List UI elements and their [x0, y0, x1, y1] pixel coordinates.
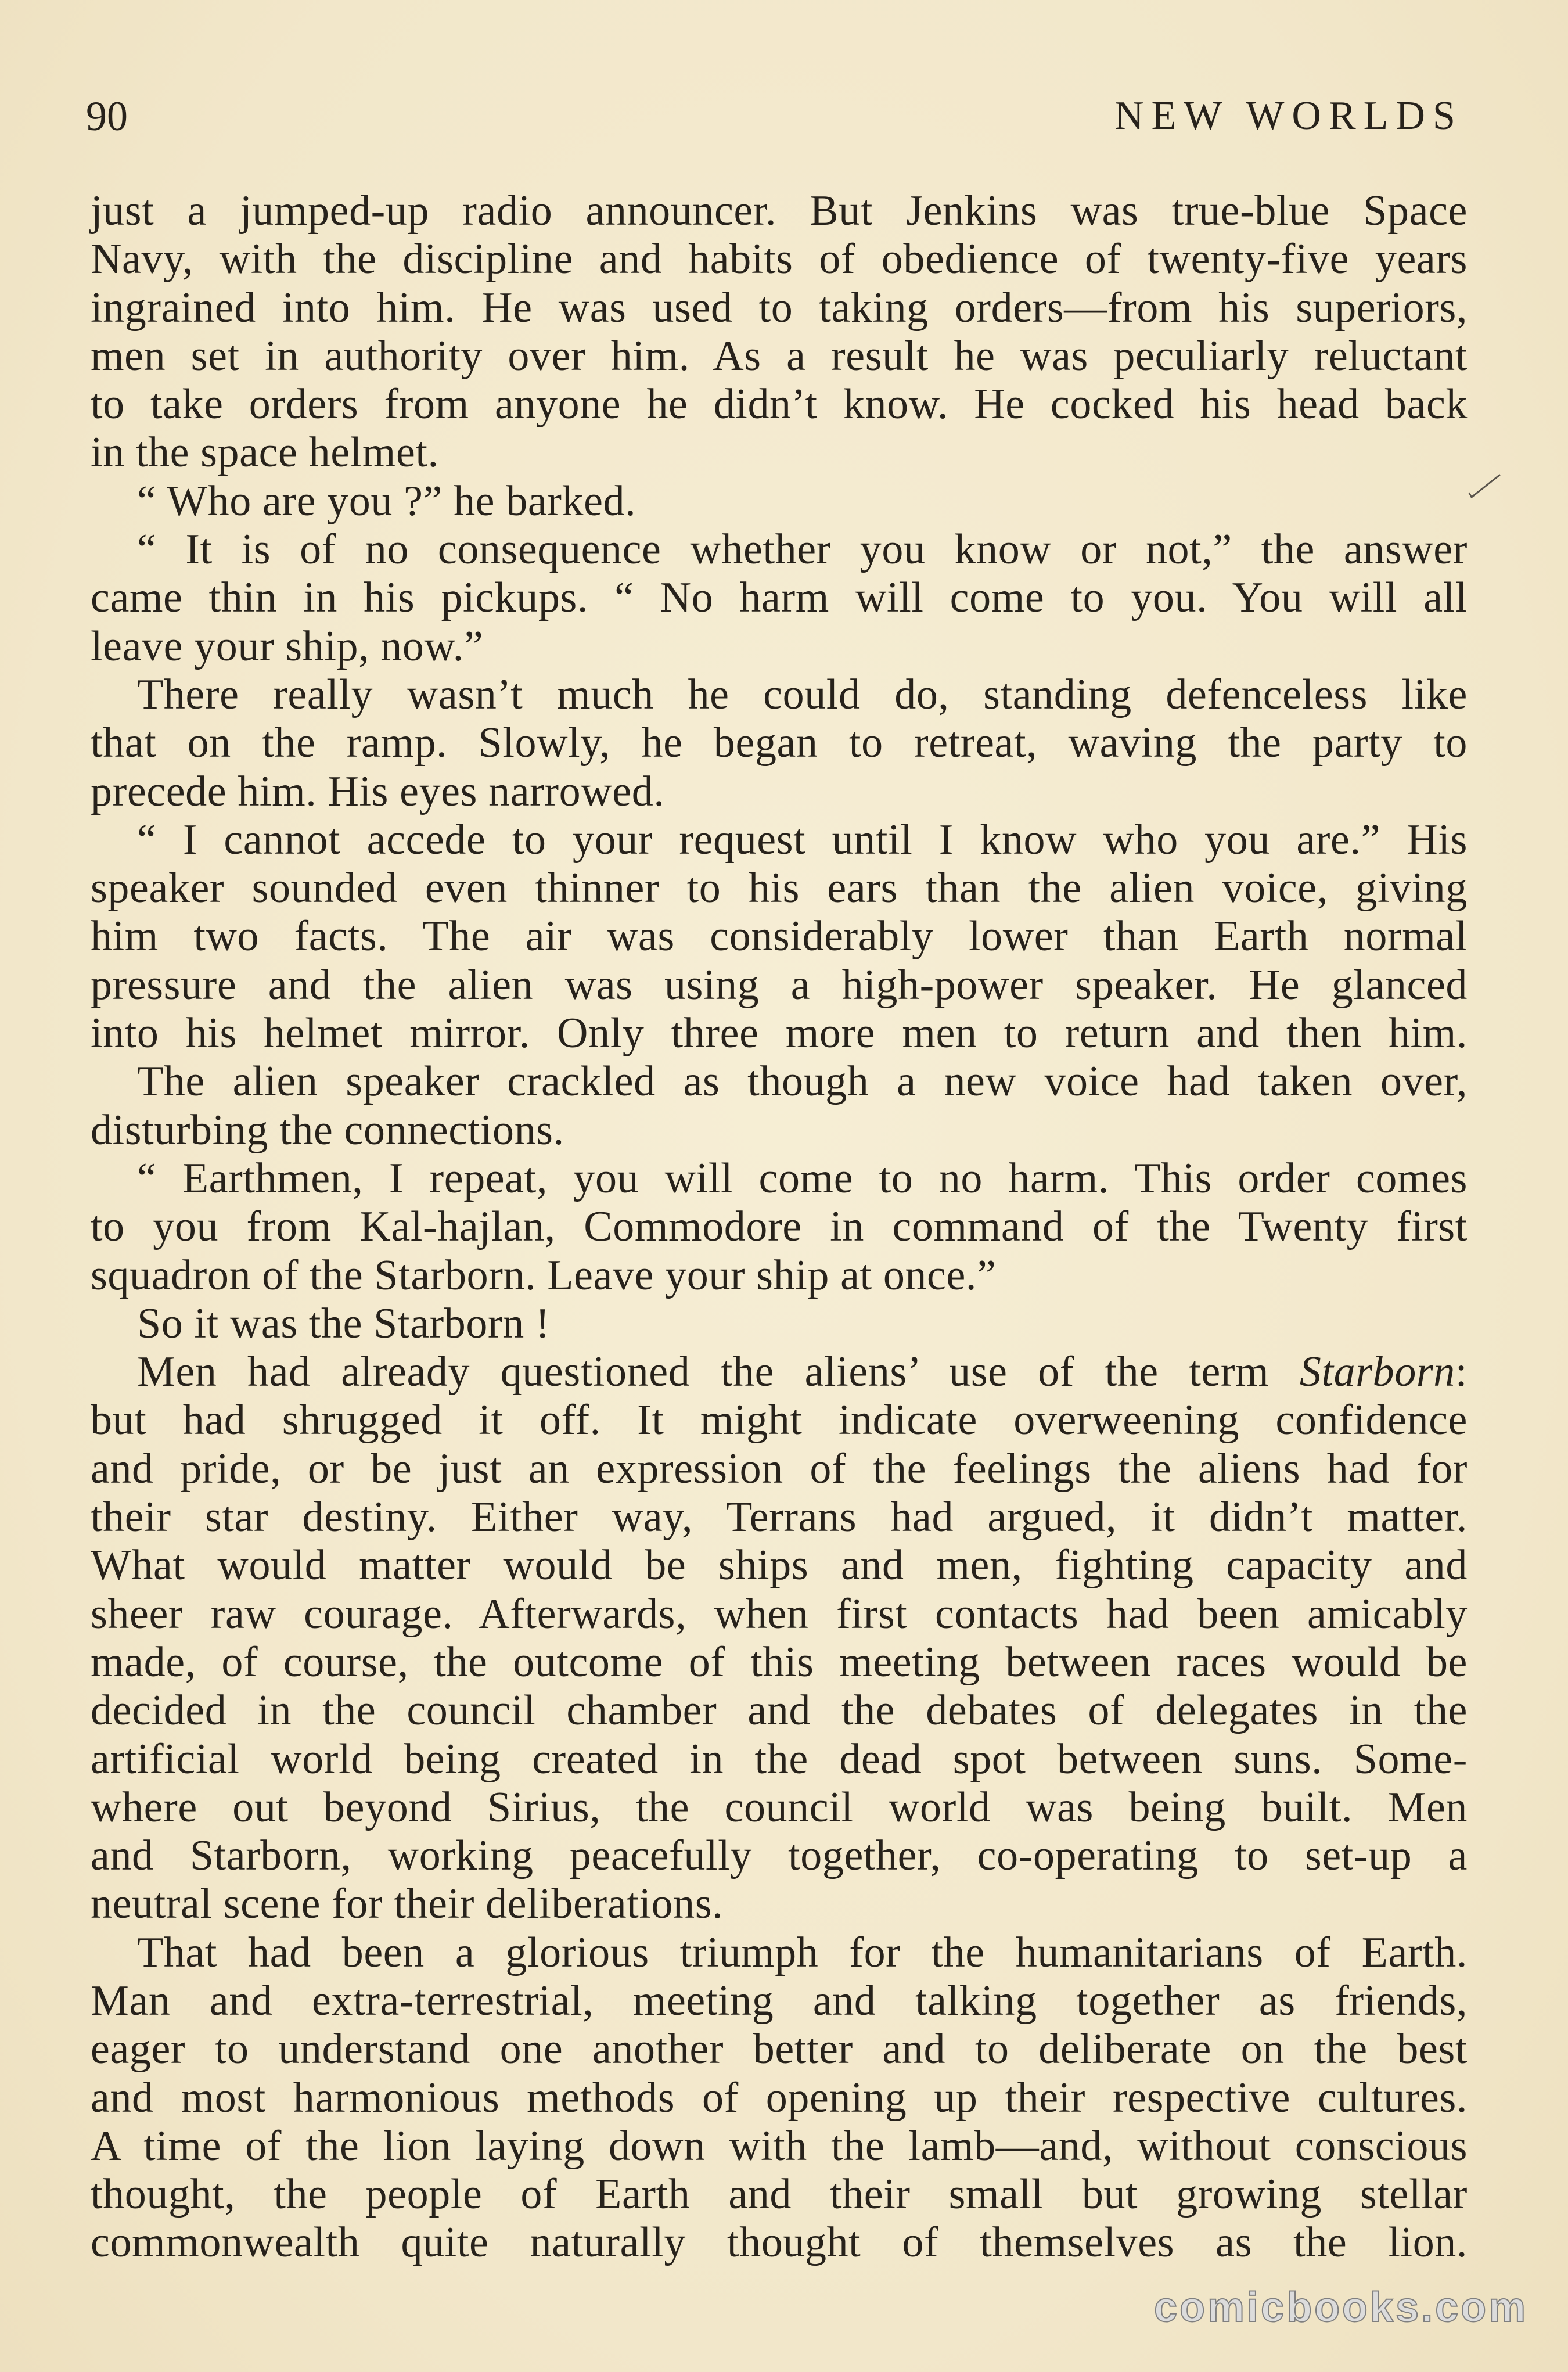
text-line: to take orders from anyone he didn’t know. He cocked his head back [91, 380, 1468, 429]
text-line: and Starborn, working peacefully together, co-operating to set-up a [91, 1832, 1468, 1880]
text-run: : [1455, 1348, 1468, 1396]
text-line: leave your ship, now.” [91, 622, 484, 670]
paragraph [91, 187, 1468, 477]
text-line: into his helmet mirror. Only three more men to return and then him. [91, 1009, 1468, 1058]
paragraph [91, 1300, 1468, 1348]
text-line: There really wasn’t much he could do, standing defenceless like [137, 670, 1468, 718]
text-line: speaker sounded even thinner to his ears than the alien voice, giving [91, 864, 1468, 912]
text-line [91, 1348, 1468, 1396]
text-line: That had been a glorious triumph for the humanitarians of Earth. [137, 1928, 1468, 1976]
paragraph [91, 1155, 1468, 1300]
text-line: eager to understand one another better and to deliberate on the best [91, 2025, 1468, 2073]
watermark: comicbooks.com [1154, 2284, 1529, 2331]
text-run: Men had already questioned the aliens’ use of the term [137, 1348, 1300, 1396]
text-line: in the space helmet. [91, 429, 439, 477]
text-line: to you from Kal-hajlan, Commodore in command of the Twenty first [91, 1203, 1468, 1251]
text-line: “ It is of no consequence whether you know or not,” the answer [137, 526, 1468, 574]
text-line: but had shrugged it off. It might indicate overweening confidence [91, 1396, 1468, 1444]
paragraph [91, 1348, 1468, 1929]
text-line: artificial world being created in the dead spot between suns. Some- [91, 1735, 1468, 1783]
italic-term: Starborn [1299, 1348, 1455, 1396]
paragraph [91, 1058, 1468, 1155]
text-line: where out beyond Sirius, the council world was being built. Men [91, 1783, 1468, 1831]
text-line: “ I cannot accede to your request until I know who you are.” His [137, 815, 1468, 864]
text-line: ingrained into him. He was used to taking orders—from his superiors, [91, 283, 1468, 332]
text-line: What would matter would be ships and men, fighting capacity and [91, 1541, 1468, 1590]
text-line: came thin in his pickups. “ No harm will come to you. You will all [91, 574, 1468, 622]
text-line: men set in authority over him. As a result he was peculiarly reluctant [91, 332, 1468, 380]
paragraph [91, 816, 1468, 1058]
body-text [91, 187, 1468, 2267]
text-line: “ Who are you ?” he barked. [137, 477, 636, 525]
text-line: him two facts. The air was considerably lower than Earth normal [91, 912, 1468, 961]
text-line: commonwealth quite naturally thought of themselves as the lion. [91, 2219, 1468, 2267]
text-line: neutral scene for their deliberations. [91, 1880, 724, 1928]
text-line: The alien speaker crackled as though a new voice had taken over, [137, 1058, 1468, 1106]
text-line: Man and extra-terrestrial, meeting and talking together as friends, [91, 1976, 1468, 2025]
text-line: decided in the council chamber and the debates of delegates in the [91, 1687, 1468, 1735]
text-line: made, of course, the outcome of this meeting between races would be [91, 1638, 1468, 1686]
paragraph [91, 477, 1468, 526]
text-line: Navy, with the discipline and habits of obedience of twenty-five years [91, 235, 1468, 283]
text-line: their star destiny. Either way, Terrans had argued, it didn’t matter. [91, 1493, 1468, 1541]
text-line: just a jumped-up radio announcer. But Jenkins was true-blue Space [91, 187, 1468, 235]
text-line: pressure and the alien was using a high-power speaker. He glanced [91, 961, 1468, 1009]
text-line: “ Earthmen, I repeat, you will come to no harm. This order comes [137, 1154, 1468, 1202]
text-line: disturbing the connections. [91, 1106, 564, 1154]
text-line: squadron of the Starborn. Leave your ship at once.” [91, 1251, 997, 1299]
paragraph [91, 526, 1468, 671]
text-line: that on the ramp. Slowly, he began to retreat, waving the party to [91, 719, 1468, 767]
text-line: So it was the Starborn ! [137, 1299, 551, 1347]
pencil-tick-mark [1468, 472, 1503, 501]
paragraph [91, 1929, 1468, 2267]
text-line: and pride, or be just an expression of the feelings the aliens had for [91, 1444, 1468, 1493]
text-line: precede him. His eyes narrowed. [91, 767, 665, 815]
page-number: 90 [86, 93, 128, 139]
text-line: A time of the lion laying down with the lamb—and, without conscious [91, 2122, 1468, 2170]
paragraph [91, 671, 1468, 816]
running-head-title: NEW WORLDS [1114, 94, 1463, 138]
text-line: and most harmonious methods of opening up their respective cultures. [91, 2073, 1468, 2122]
text-line: thought, the people of Earth and their small but growing stellar [91, 2170, 1468, 2219]
text-line: sheer raw courage. Afterwards, when first contacts had been amicably [91, 1590, 1468, 1638]
